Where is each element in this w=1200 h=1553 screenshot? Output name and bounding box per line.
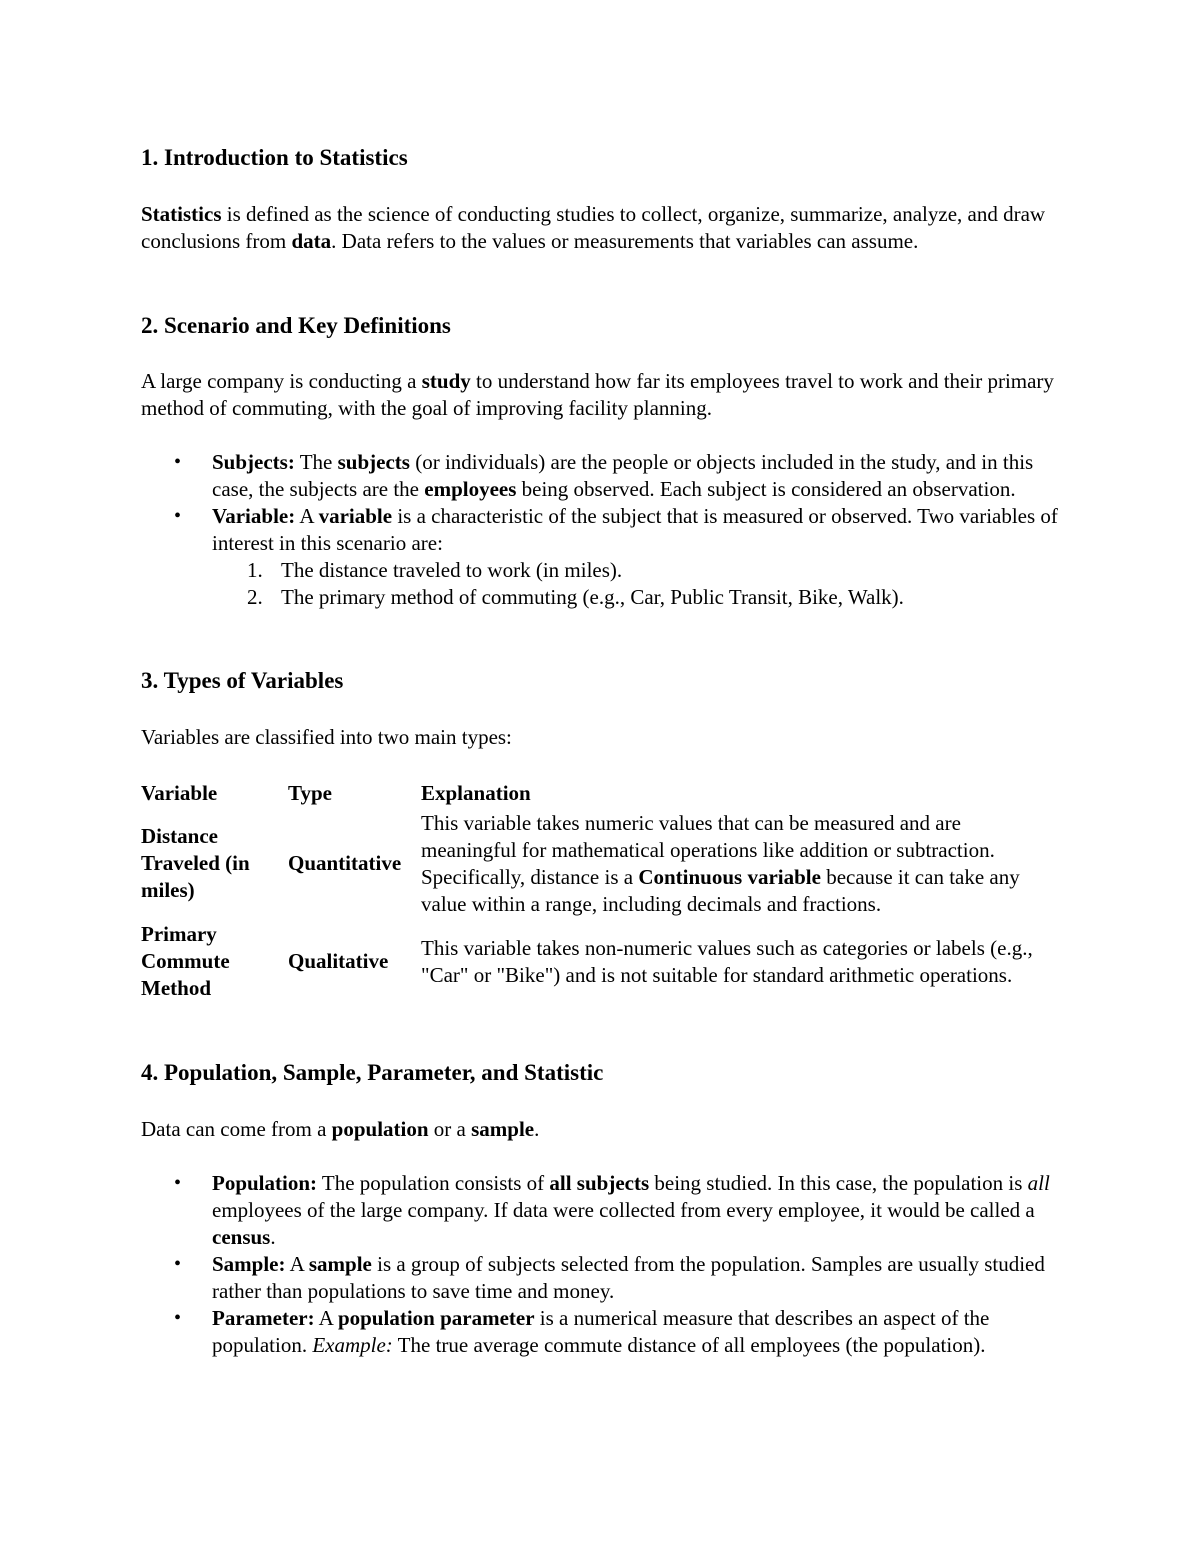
cell-type: Quantitative (288, 850, 402, 875)
cell-variable: Distance Traveled (in miles) (141, 823, 250, 902)
table-row (141, 808, 1061, 918)
variables-table (141, 779, 1061, 1002)
term-study: study (421, 369, 471, 393)
section-4-bullet-list (141, 1170, 1061, 1359)
table-header-row (141, 779, 1061, 808)
section-2-paragraph: A large company is conducting a study to understand how far its employees travel to work and their primary method of commuting, with the goal of improving facility planning. (141, 369, 1054, 420)
section-4-paragraph: Data can come from a population or a sample. (141, 1117, 540, 1141)
section-2-heading: 2. Scenario and Key Definitions (141, 313, 451, 338)
cell-explanation: This variable takes numeric values that can be measured and are meaningful for mathematical operations like addition or subtraction. Specifically, distance is a Continuous variable because it can take any value within a range, including decimals and fractions. (421, 811, 1020, 916)
column-header-type: Type (288, 781, 332, 805)
bullet-variable: • Variable: A variable is a characteristic of the subject that is measured or observed. Two variables of interest in this scenario are: 1. The distance traveled to work (in miles). 2. The primary method of commuting (e.g., Car, Public Transit, Bike, Walk). (141, 503, 1061, 611)
column-header-variable: Variable (141, 781, 218, 805)
list-item: 1. The distance traveled to work (in miles). (247, 558, 623, 582)
table-row (141, 918, 1061, 1002)
cell-type: Qualitative (288, 949, 389, 973)
section-3-intro: Variables are classified into two main types: (141, 725, 512, 749)
section-4-heading: 4. Population, Sample, Parameter, and Statistic (141, 1060, 604, 1085)
bullet-population: • Population: The population consists of all subjects being studied. In this case, the population is all employees of the large company. If data were collected from every employee, it would be called a census. (141, 1170, 1061, 1251)
column-header-explanation: Explanation (421, 781, 531, 805)
section-2-bullet-list (141, 449, 1061, 611)
list-item: 2. The primary method of commuting (e.g., Car, Public Transit, Bike, Walk). (247, 585, 904, 609)
term-statistics: Statistics (141, 202, 222, 226)
section-1-heading: 1. Introduction to Statistics (141, 145, 408, 170)
bullet-sample: • Sample: A sample is a group of subjects selected from the population. Samples are usually studied rather than populations to save time and money. (141, 1251, 1061, 1305)
cell-variable: Primary Commute Method (141, 922, 230, 1000)
section-1-paragraph: Statistics is defined as the science of conducting studies to collect, organize, summarize, analyze, and draw conclusions from data. Data refers to the values or measurements that variables can assume. (141, 202, 1046, 253)
bullet-parameter: • Parameter: A population parameter is a numerical measure that describes an aspect of the population. Example: The true average commute distance of all employees (the population). (141, 1305, 1061, 1359)
bullet-subjects: • Subjects: The subjects (or individuals) are the people or objects included in the study, and in this case, the subjects are the employees being observed. Each subject is considered an observation. (141, 449, 1061, 503)
variables-numbered-list (212, 557, 1061, 611)
cell-explanation: This variable takes non-numeric values such as categories or labels (e.g., "Car" or "Bike") and is not suitable for standard arithmetic operations. (421, 935, 1033, 987)
section-3-heading: 3. Types of Variables (141, 668, 344, 693)
term-data: data (291, 229, 332, 253)
